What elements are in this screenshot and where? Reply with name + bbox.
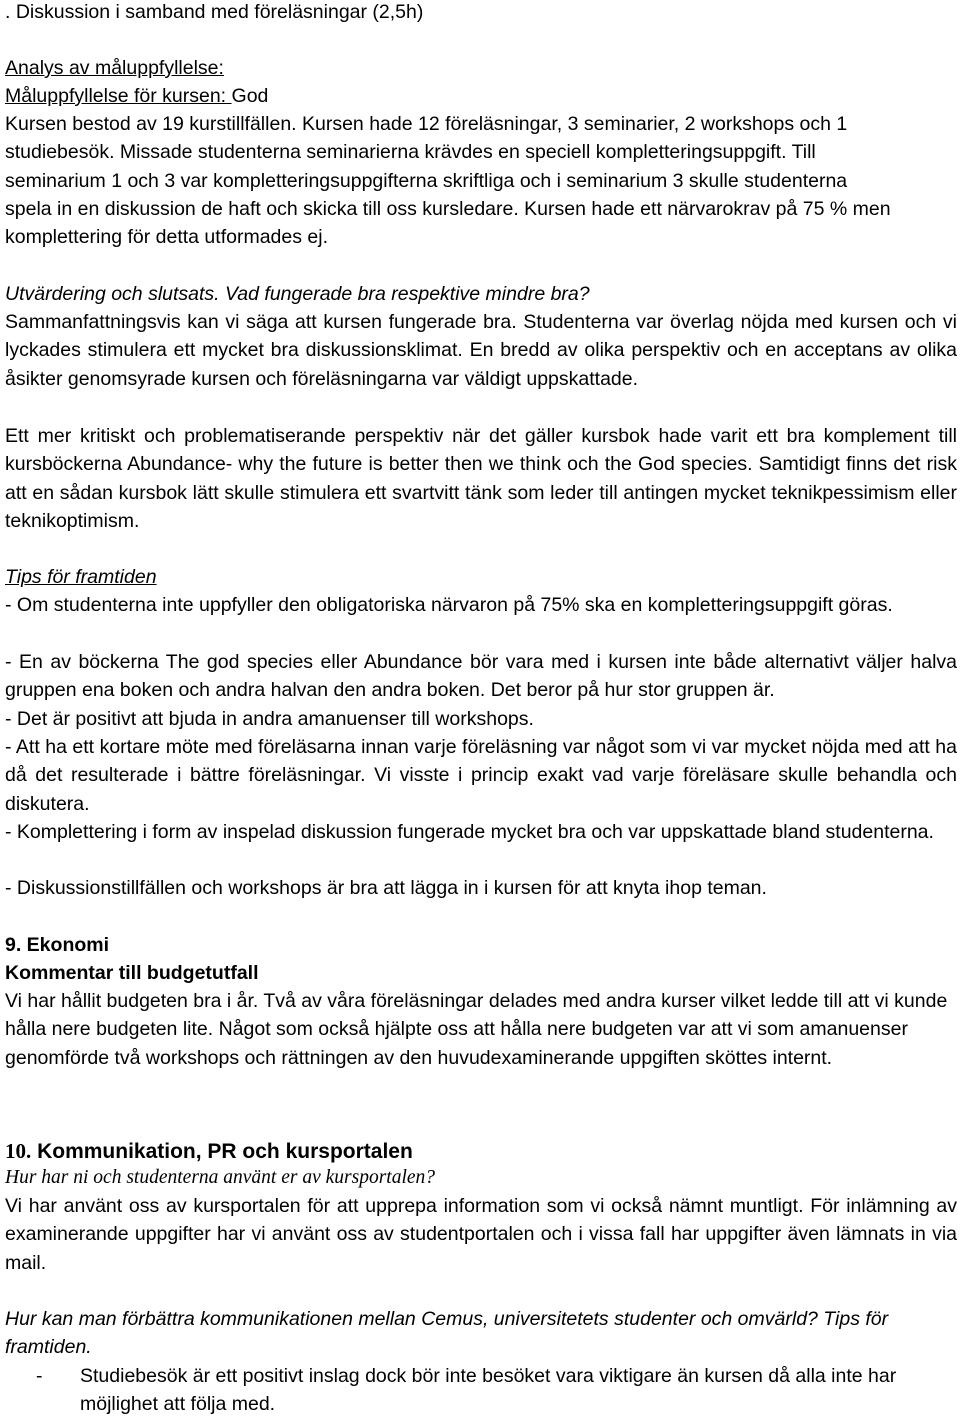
budget-subheading: Kommentar till budgetutfall [5,962,259,984]
economy-heading: 9. Ekonomi [5,934,110,956]
tips-item-5: - Komplettering i form av inspelad diskussion fungerade mycket bra och var uppskattade bland studenterna. [5,821,934,843]
analysis-line-2a: studiebesök. Missade studenterna seminarierna krävdes en speciell kompletteringsuppgift. [5,141,792,163]
evaluation-paragraph: Sammanfattningsvis kan vi säga att kursen fungerade bra. Studenterna var överlag nöjda med kursen och vi lyckades stimulera ett mycket bra diskussionsklimat. En bredd av olika perspektiv och en acceptans av olika åsikter genomsyrade kursen och föreläsningarna var väldigt uppskattade. [5,311,957,390]
bullet-text: Studiebesök är ett positivt inslag dock bör inte besöket vara viktigare än kursen då alla inte har möjlighet att följa med. [80,1365,897,1416]
bullet-dash: - [36,1365,43,1387]
communication-question-1: Hur har ni och studenterna använt er av kursportalen? [5,1167,436,1188]
fulfillment-line [5,82,957,110]
communication-question-2: Hur kan man förbättra kommunikationen mellan Cemus, universitetets studenter och omvärld? Tips för framtiden. [5,1308,889,1359]
communication-heading-text: Kommunikation, PR och kursportalen [31,1140,413,1163]
tips-item-3: - Det är positivt att bjuda in andra amanuenser till workshops. [5,708,534,730]
analysis-line-5: komplettering för detta utformades ej. [5,226,328,248]
analysis-line-4: spela in en diskussion de haft och skicka till oss kursledare. Kursen hade ett närvarokrav på 75 % men [5,198,891,220]
evaluation-heading [5,280,957,308]
communication-heading-number: 10. [5,1139,32,1163]
economy-paragraph: Vi har hållit budgeten bra i år. Två av våra föreläsningar delades med andra kurser vilket ledde till att vi kunde hålla nere budgeten lite. Något som också hjälpte oss att hålla nere budgeten var att vi som amanuenser genomförde två workshops och rättningen av den huvudexaminerande uppgiften sköttes internt. [5,990,948,1069]
tips-item-1: - Om studenterna inte uppfyller den obligatoriska närvaron på 75% ska en kompletteringsuppgift göras. [5,594,893,616]
analysis-line-2b: Till [791,141,816,163]
analysis-line-2 [5,138,957,166]
analysis-heading: Analys av måluppfyllelse: [5,57,224,79]
tips-item-2: - En av böckerna The god species eller Abundance bör vara med i kursen inte både alternativt väljer halva gruppen ena boken och andra halvan den andra boken. Det beror på hur stor gruppen är. [5,651,957,702]
tips-item-6: - Diskussionstillfällen och workshops är bra att lägga in i kursen för att knyta ihop teman. [5,877,767,899]
evaluation-heading-1: Utvärdering och slutsats. [5,283,220,305]
fulfillment-label: Måluppfyllelse för kursen: [5,85,232,107]
analysis-line-3: seminarium 1 och 3 var kompletteringsuppgifterna skriftliga och i seminarium 3 skulle studenterna [5,170,848,192]
tips-heading: Tips för framtiden [5,566,157,588]
critical-paragraph: Ett mer kritiskt och problematiserande perspektiv när det gäller kursbok hade varit ett bra komplement till kursböckerna Abundance- why the future is better then we think och the God species. Samtidigt finns det risk att en sådan kursbok lätt skulle stimulera ett svartvitt tänk som leder till antingen mycket teknikpessimism eller teknikoptimism. [5,425,957,532]
communication-heading [5,1137,957,1166]
communication-answer-1: Vi har använt oss av kursportalen för att upprepa information som vi också nämnt muntligt. För inlämning av examinerande uppgifter har vi använt oss av studentportalen och i vissa fall har uppgifter även lämnats in via mail. [5,1195,957,1274]
fulfillment-value: God [231,85,269,107]
section-heading-discussion: . Diskussion i samband med föreläsningar (2,5h) [5,1,424,23]
tips-item-4: - Att ha ett kortare möte med föreläsarna innan varje föreläsning var något som vi var mycket nöjda med att ha då det resulterade i bättre föreläsningar. Vi visste i princip exakt vad varje föreläsare skulle behandla och diskutera. [5,736,957,815]
analysis-line-1: Kursen bestod av 19 kurstillfällen. Kursen hade 12 föreläsningar, 3 seminarier, 2 workshops och 1 [5,113,848,135]
evaluation-heading-2: Vad fungerade bra respektive mindre bra? [219,283,590,305]
